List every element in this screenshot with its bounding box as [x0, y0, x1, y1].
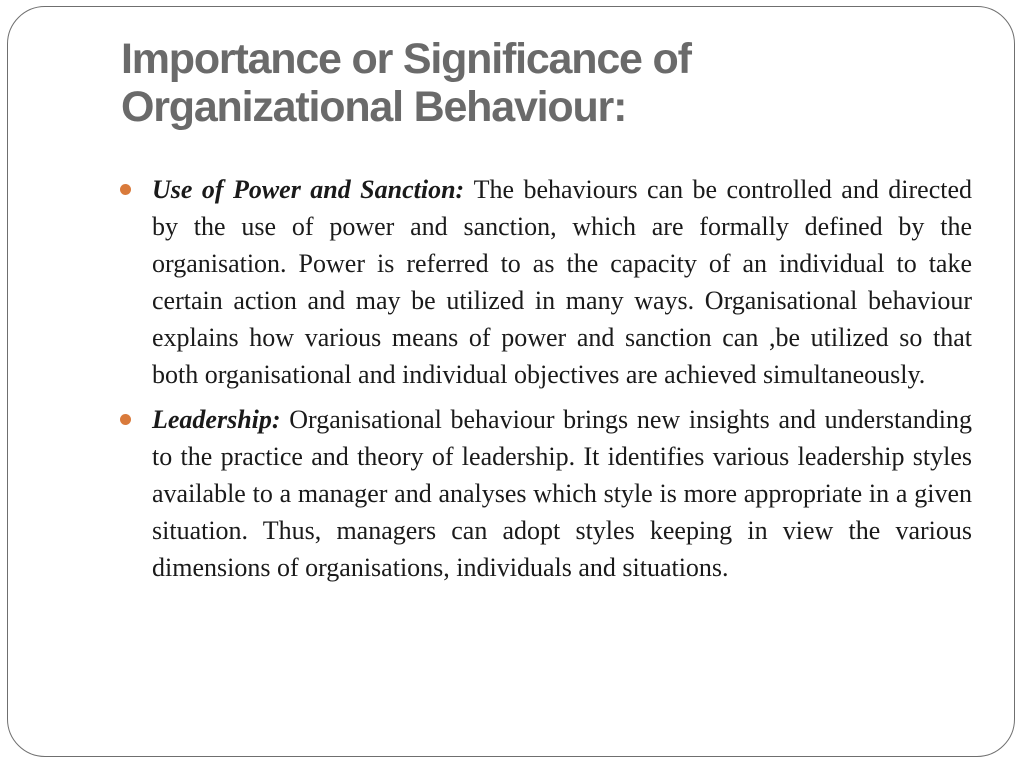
bullet-item-leadership	[120, 401, 972, 586]
bullet-lead: Leadership:	[152, 405, 290, 434]
bullet-text: The behaviours can be controlled and directed by the use of power and sanction, which are formally defined by the organisation. Power is referred to as the capacity of an individual to take certain action and may be utilized in many ways. Organisational behaviour explains how various means of power and sanction can ,be utilized so that both organisational and individual objectives are achieved simultaneously.	[152, 175, 973, 389]
bullet-item-power-and-sanction	[120, 171, 972, 393]
slide-title: Importance or Significance of Organizational Behaviour:	[121, 35, 691, 131]
slide-frame	[7, 6, 1015, 757]
bullet-list	[120, 171, 972, 594]
bullet-text: Organisational behaviour brings new insights and understanding to the practice and theory of leadership. It identifies various leadership styles available to a manager and analyses which style is more appropriate in a given situation. Thus, managers can adopt styles keeping in view the various dimensions of organisations, individuals and situations.	[152, 405, 972, 582]
bullet-dot-icon	[120, 414, 131, 425]
bullet-dot-icon	[120, 184, 131, 195]
bullet-lead: Use of Power and Sanction:	[152, 175, 474, 204]
